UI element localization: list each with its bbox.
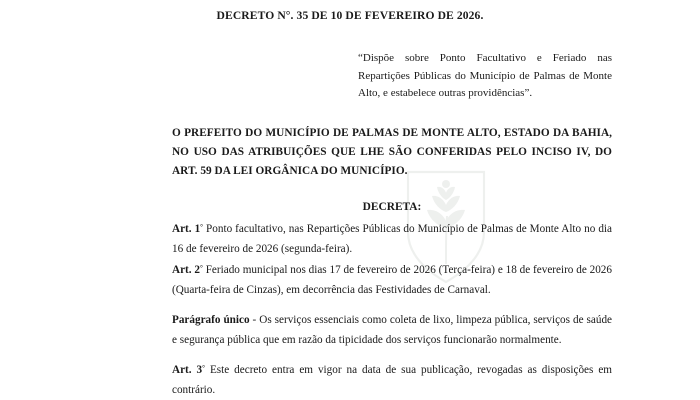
article-paragraph [172, 361, 612, 400]
article-text: - Os serviços essenciais como coleta de lixo, limpeza pública, serviços de saúde e segurança pública que em razão da tipicidade dos serviços funcionarão normalmente. [172, 314, 613, 346]
article-label-text: Art. 2 [172, 264, 200, 276]
article-label-text: Art. 1 [172, 223, 201, 235]
decree-title: DECRETO N°. 35 DE 10 DE FEVEREIRO DE 2026. [216, 9, 484, 22]
article-label-text: Parágrafo único [172, 314, 250, 326]
article-label [172, 364, 205, 376]
article-label [172, 223, 203, 235]
article-label-text: Art. 3 [172, 364, 203, 376]
decree-preamble: O PREFEITO DO MUNICÍPIO DE PALMAS DE MONTE ALTO, ESTADO DA BAHIA, NO USO DAS ATRIBUIÇÕES QUE LHE SÃO CONFERIDAS PELO INCISO IV, DO ART. 59 DA LEI ORGÂNICA DO MUNICÍPIO. [172, 127, 612, 177]
article-text: Feriado municipal nos dias 17 de fevereiro de 2026 (Terça-feira) e 18 de fevereiro de 2026 (Quarta-feira de Cinzas), em decorrência das Festividades de Carnaval. [172, 264, 612, 296]
article-text: Ponto facultativo, nas Repartições Públicas do Município de Palmas de Monte Alto no dia 16 de fevereiro de 2026 (segunda-feira). [172, 223, 612, 255]
degree-sign: ° [200, 264, 203, 272]
article-text: Este decreto entra em vigor na data de sua publicação, revogadas as disposições em contrário. [172, 364, 612, 396]
decree-summary-ementa: “Dispõe sobre Ponto Facultativo e Feriado nas Repartições Públicas do Município de Palmas de Monte Alto, e estabelece outras providências”. [358, 52, 612, 99]
article-paragraph [172, 311, 612, 350]
degree-sign: ° [202, 364, 205, 372]
enacting-clause: DECRETA: [362, 201, 422, 213]
degree-sign: ° [200, 223, 204, 231]
article-label [172, 264, 203, 276]
article-paragraph [172, 261, 612, 300]
article-paragraph [172, 220, 612, 259]
article-label [172, 314, 250, 326]
